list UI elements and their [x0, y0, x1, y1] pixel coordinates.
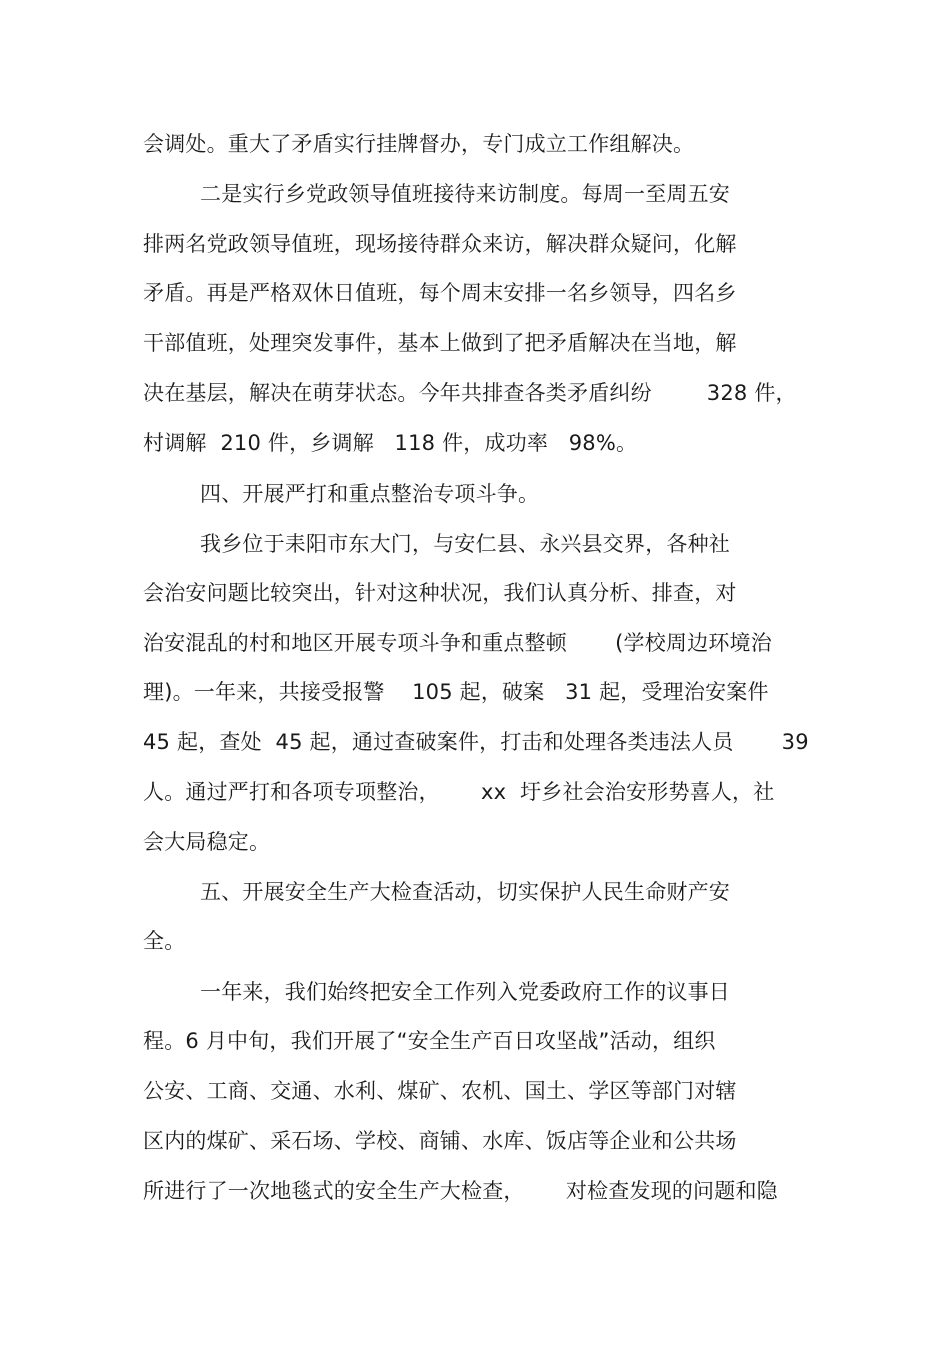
section-heading: 四、开展严打和重点整治专项斗争。: [200, 482, 540, 506]
text-line: 治安混乱的村和地区开展专项斗争和重点整顿 (学校周边环境治: [143, 631, 772, 655]
text-line: 公安、工商、交通、水利、煤矿、农机、国土、学区等部门对辖: [143, 1079, 737, 1103]
text-line: 会大局稳定。: [143, 830, 271, 854]
text-line: 我乡位于耒阳市东大门，与安仁县、永兴县交界，各种社: [200, 532, 730, 556]
text-line: 一年来，我们始终把安全工作列入党委政府工作的议事日: [200, 980, 730, 1004]
text-line: 区内的煤矿、采石场、学校、商铺、水库、饭店等企业和公共场: [143, 1129, 737, 1153]
text-line: 人。通过严打和各项专项整治， xx 圩乡社会治安形势喜人，社: [143, 780, 775, 804]
text-line: 村调解 210 件，乡调解 118 件，成功率 98%。: [143, 431, 638, 455]
section-heading-continued: 全。: [143, 929, 186, 953]
text-line: 理)。一年来，共接受报警 105 起，破案 31 起，受理治安案件: [143, 680, 769, 704]
text-line: 会治安问题比较突出，针对这种状况，我们认真分析、排查，对: [143, 581, 737, 605]
text-line: 排两名党政领导值班，现场接待群众来访，解决群众疑问，化解: [143, 232, 737, 256]
section-heading: 五、开展安全生产大检查活动，切实保护人民生命财产安: [200, 880, 730, 904]
text-line: 二是实行乡党政领导值班接待来访制度。每周一至周五安: [200, 182, 730, 206]
text-line: 45 起，查处 45 起，通过查破案件，打击和处理各类违法人员 39: [143, 730, 809, 754]
text-line: 决在基层，解决在萌芽状态。今年共排查各类矛盾纠纷 328 件，: [143, 381, 797, 405]
text-line: 所进行了一次地毯式的安全生产大检查， 对检查发现的问题和隐: [143, 1179, 778, 1203]
text-line: 程。6 月中旬，我们开展了“安全生产百日攻坚战”活动，组织: [143, 1029, 716, 1053]
text-line: 会调处。重大了矛盾实行挂牌督办，专门成立工作组解决。: [143, 132, 695, 156]
text-line: 矛盾。再是严格双休日值班，每个周末安排一名乡领导，四名乡: [143, 281, 737, 305]
text-line: 干部值班，处理突发事件，基本上做到了把矛盾解决在当地，解: [143, 331, 737, 355]
